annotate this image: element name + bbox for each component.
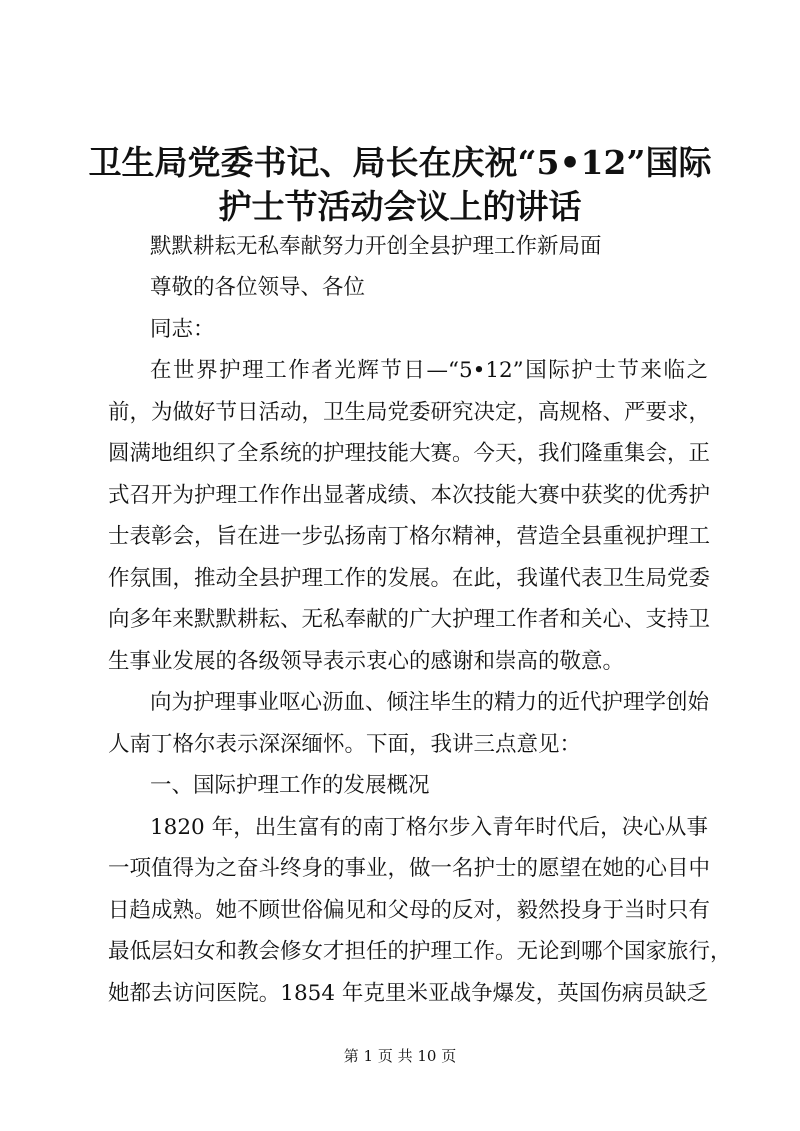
paragraph-3-line-1: 1820 年，出生富有的南丁格尔步入青年时代后，决心从事: [150, 815, 708, 840]
page-number-footer: 第 1 页 共 10 页: [343, 1047, 457, 1065]
paragraph-1-line-8: 生事业发展的各级领导表示衷心的感谢和崇高的敬意。: [108, 649, 625, 674]
paragraph-3-line-3: 日趋成熟。她不顾世俗偏见和父母的反对，毅然投身于当时只有: [108, 898, 711, 923]
document-title-line-2: 护士节活动会议上的讲话: [218, 187, 582, 226]
paragraph-1-line-3: 圆满地组织了全系统的护理技能大赛。今天，我们隆重集会，正: [108, 441, 711, 466]
paragraph-3-line-2: 一项值得为之奋斗终身的事业，做一名护士的愿望在她的心目中: [108, 856, 711, 881]
document-subtitle: 默默耕耘无私奉献努力开创全县护理工作新局面: [150, 234, 602, 259]
paragraph-2-line-1: 向为护理事业呕心沥血、倾注毕生的精力的近代护理学创始: [150, 690, 710, 715]
document-title-line-1: 卫生局党委书记、局长在庆祝“5•12”国际: [88, 143, 712, 182]
paragraph-3-line-5: 她都去访问医院。1854 年克里米亚战争爆发，英国伤病员缺乏: [108, 981, 708, 1006]
paragraph-1-line-6: 作氛围，推动全县护理工作的发展。在此，我谨代表卫生局党委: [108, 566, 711, 591]
paragraph-1-line-5: 士表彰会，旨在进一步弘扬南丁格尔精神，营造全县重视护理工: [108, 524, 711, 549]
paragraph-3-line-4: 最低层妇女和教会修女才担任的护理工作。无论到哪个国家旅行，: [108, 939, 732, 964]
paragraph-1-line-7: 向多年来默默耕耘、无私奉献的广大护理工作者和关心、支持卫: [108, 607, 711, 632]
paragraph-1-line-1: 在世界护理工作者光辉节日—“5•12”国际护士节来临之: [150, 358, 708, 383]
salutation-line-1: 尊敬的各位领导、各位: [150, 275, 366, 300]
paragraph-2-line-2: 人南丁格尔表示深深缅怀。下面，我讲三点意见：: [108, 732, 582, 757]
paragraph-1-line-2: 前，为做好节日活动，卫生局党委研究决定，高规格、严要求，: [108, 400, 711, 425]
paragraph-1-line-4: 式召开为护理工作作出显著成绩、本次技能大赛中获奖的优秀护: [108, 483, 711, 508]
salutation-line-2: 同志：: [150, 317, 215, 342]
section-1-heading: 一、国际护理工作的发展概况: [150, 773, 430, 798]
